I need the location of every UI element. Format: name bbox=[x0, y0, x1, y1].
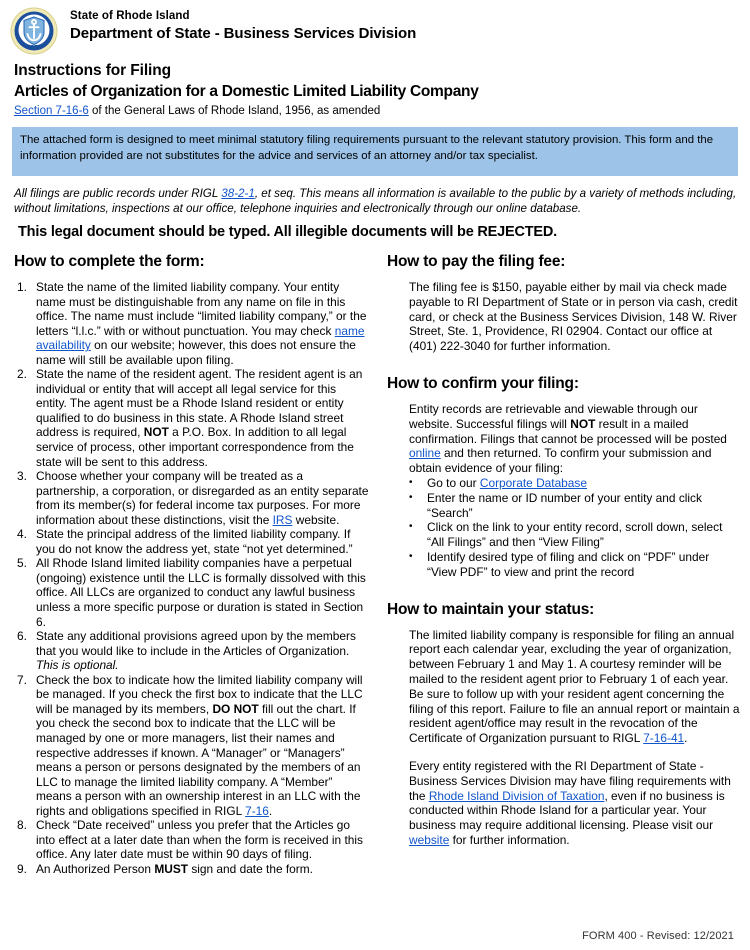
instruction-0-text-2: on our website; however, this does not ensure the name will still be available upon filing. bbox=[36, 338, 356, 367]
instruction-1-text-0: State the name of the resident agent. The resident agent is an individual or entity that will accept all legal service for this entity. The agent must be a Rhode Island resident or entity qualified to do business in this state. A Rhode Island street address is required, bbox=[36, 367, 363, 440]
confirm-link-3[interactable]: online bbox=[409, 446, 441, 461]
page-title: Instructions for Filing bbox=[14, 62, 171, 79]
instruction-number: 9. bbox=[17, 861, 27, 876]
header-text-block bbox=[70, 6, 416, 43]
confirm-step-2-text-0: Click on the link to your entity record, scroll down, select “All Filings” and then “View Filing” bbox=[427, 520, 723, 550]
instruction-number: 6. bbox=[17, 629, 27, 644]
instruction-body bbox=[36, 862, 369, 877]
public-records-disclaimer bbox=[14, 186, 738, 216]
instruction-body bbox=[36, 280, 369, 367]
instruction-3-text-0: State the principal address of the limited liability company. If you do not know the address yet, state “not yet determined.” bbox=[36, 527, 353, 556]
section-heading-pay-fee: How to pay the filing fee: bbox=[387, 253, 566, 270]
instruction-7-text-0: Check “Date received” unless you prefer that the Articles go into effect at a later date than when the form is received in this office. Any later date must be within 90 days of filing. bbox=[36, 818, 363, 862]
rigl-38-2-1-link[interactable]: 38-2-1 bbox=[221, 187, 255, 200]
department-name: Department of State - Business Services Division bbox=[70, 25, 417, 42]
public-records-part1: All filings are public records under RIGL bbox=[14, 187, 222, 200]
instruction-body bbox=[36, 469, 369, 527]
instruction-8-text-0: An Authorized Person bbox=[36, 861, 155, 876]
confirm-step-text bbox=[427, 520, 742, 550]
instruction-item-1 bbox=[14, 280, 369, 367]
maintain-status-taxation-text bbox=[409, 759, 742, 848]
instruction-body bbox=[36, 367, 369, 469]
public-records-part2: , et seq. This means all information is available to the public by a variety of methods including, without limitations, inspections at our office, telephone inquiries and electronically through our online database. bbox=[14, 187, 737, 215]
filing-fee-text: The filing fee is $150, payable either by mail via check made payable to RI Department of State or in person via cash, credit card, or check at the Business Services Division, 148 W. River Street, Ste. 1, Providence, RI 02904. Contact our office at (401) 222-3040 for further information. bbox=[409, 280, 738, 354]
section-heading-confirm-filing: How to confirm your filing: bbox=[387, 374, 579, 392]
instruction-item-7 bbox=[14, 673, 369, 818]
maintain-p2-text-2: , even if no business is conducted within Rhode Island for a particular year. Your business may require additional licensing. Please visit our bbox=[409, 788, 725, 833]
bullet-icon: • bbox=[409, 476, 413, 488]
confirm-step-item bbox=[409, 550, 742, 580]
bullet-icon: • bbox=[409, 491, 413, 503]
instruction-1-emphasis-1: NOT bbox=[143, 425, 169, 440]
instruction-number: 2. bbox=[17, 367, 27, 382]
ri-state-seal-icon bbox=[10, 7, 58, 55]
bullet-icon: • bbox=[409, 550, 413, 562]
instruction-number: 1. bbox=[17, 280, 27, 294]
disclaimer-notice-box bbox=[12, 127, 738, 176]
confirm-step-text bbox=[427, 476, 742, 491]
confirm-step-item bbox=[409, 520, 742, 550]
instruction-6-text-2: fill out the chart. If you check the second box to indicate that the LLC will be managed by one or more managers, list their names and respective addresses if known. A “Manager” or “Managers” means a person or persons designated by the members of an LLC to manage the limited liability company. A “Member” means a person with an ownership interest in an LLC with the rights and obligations specified in RIGL bbox=[36, 701, 361, 818]
instruction-0-text-0: State the name of the limited liability company. Your entity name must be distinguishable from any name on file in this office. The name must include “limited liability company,” or the letters “l.l.c.” with or without punctuation. You may check bbox=[36, 280, 367, 338]
instruction-item-6 bbox=[14, 629, 369, 673]
instruction-number: 7. bbox=[17, 672, 27, 687]
instruction-2-link-1[interactable]: IRS bbox=[272, 512, 293, 527]
instruction-number: 4. bbox=[17, 527, 27, 542]
maintain-p1-text-0: The limited liability company is responsible for filing an annual report each calendar year, excluding the year of organization, between February 1 and May 1. A courtesy reminder will be mailed to the resident agent prior to February 1 of each year. Be sure to follow up with your resident agent concerning the filing of this report. Failure to file an annual report or maintain a resident agent/office may result in the revocation of the Certificate of Organization pursuant to RIGL bbox=[409, 627, 740, 746]
maintain-status-annual-report-text bbox=[409, 628, 742, 746]
instruction-6-text-4: . bbox=[268, 803, 273, 818]
left-column bbox=[14, 252, 369, 876]
confirm-text-0: Entity records are retrievable and viewable through our website. Successful filings will bbox=[409, 401, 698, 431]
confirm-step-item bbox=[409, 491, 742, 521]
title-block bbox=[0, 55, 750, 119]
document-header bbox=[0, 0, 750, 55]
section-heading-maintain-status: How to maintain your status: bbox=[387, 600, 595, 618]
state-name: State of Rhode Island bbox=[70, 10, 190, 22]
confirm-text-4: and then returned. To confirm your submission and obtain evidence of your filing: bbox=[409, 446, 712, 476]
content-columns bbox=[0, 252, 750, 876]
instruction-0-link-1[interactable]: name availability bbox=[36, 323, 365, 353]
confirm-emphasis-1: NOT bbox=[570, 416, 596, 431]
instruction-8-emphasis-1: MUST bbox=[154, 861, 189, 876]
right-column bbox=[369, 252, 742, 876]
maintain-p2-text-0: Every entity registered with the RI Department of State - Business Services Division may have filing requirements with the bbox=[409, 758, 731, 803]
confirm-step-0-link-1[interactable]: Corporate Database bbox=[479, 475, 587, 490]
disclaimer-notice-text: The attached form is designed to meet minimal statutory filing requirements pursuant to the relevant statutory provision. This form and the information provided are not substitutes for the advice and services of an attorney and/or tax specialist. bbox=[20, 134, 714, 162]
instruction-body bbox=[36, 673, 369, 818]
maintain-p2-link-3[interactable]: website bbox=[409, 832, 450, 847]
instruction-6-text-0: Check the box to indicate how the limited liability company will be managed. If you check the first box to indicate that the LLC will be managed by its members, bbox=[36, 672, 363, 716]
instruction-body bbox=[36, 818, 369, 862]
instruction-number: 5. bbox=[17, 556, 27, 571]
maintain-p1-link-1[interactable]: 7-16-41 bbox=[643, 731, 685, 746]
instruction-item-5 bbox=[14, 556, 369, 629]
confirm-step-3-text-0: Identify desired type of filing and click on “PDF” under “View PDF” to view and print the record bbox=[427, 549, 710, 579]
instruction-body bbox=[36, 527, 369, 556]
maintain-p1-text-2: . bbox=[684, 731, 688, 746]
instruction-2-text-0: Choose whether your company will be treated as a partnership, a corporation, or disregarded as an entity separate from its member(s) for federal income tax purposes. For more information about these distinctions, visit the bbox=[36, 469, 369, 527]
confirm-filing-steps-list bbox=[409, 476, 742, 580]
section-heading-complete-form: How to complete the form: bbox=[14, 253, 205, 270]
confirm-step-item bbox=[409, 476, 742, 491]
instruction-6-emphasis-1: DO NOT bbox=[212, 701, 259, 716]
instruction-body bbox=[36, 629, 369, 673]
instruction-8-text-2: sign and date the form. bbox=[188, 861, 313, 876]
statute-reference-rest: of the General Laws of Rhode Island, 1956, as amended bbox=[88, 105, 381, 117]
instruction-5-text-0: State any additional provisions agreed upon by the members that you would like to include in the Articles of Organization. bbox=[36, 629, 356, 658]
confirm-step-1-text-0: Enter the name or ID number of your entity and click “Search” bbox=[427, 490, 702, 520]
instruction-item-8 bbox=[14, 818, 369, 862]
instruction-item-4 bbox=[14, 527, 369, 556]
bullet-icon: • bbox=[409, 521, 413, 533]
confirm-step-0-text-0: Go to our bbox=[427, 475, 480, 490]
statute-reference bbox=[14, 104, 750, 119]
form-footer: FORM 400 - Revised: 12/2021 bbox=[582, 930, 734, 942]
page-subtitle-title: Articles of Organization for a Domestic Limited Liability Company bbox=[14, 83, 479, 100]
confirm-text-2: result in a mailed confirmation. Filings that cannot be processed will be posted bbox=[409, 416, 727, 446]
instruction-item-9 bbox=[14, 862, 369, 877]
instruction-body bbox=[36, 556, 369, 629]
instruction-4-text-0: All Rhode Island limited liability companies have a perpetual (ongoing) existence until the LLC is formally dissolved with this office. All LLCs are organized to conduct any lawful business unless a more specific purpose or duration is stated in Section 6. bbox=[36, 556, 366, 629]
instruction-5-italic-1: This is optional. bbox=[36, 658, 119, 673]
instruction-item-3 bbox=[14, 469, 369, 527]
instruction-item-2 bbox=[14, 367, 369, 469]
confirm-step-text bbox=[427, 491, 742, 521]
maintain-p2-link-1[interactable]: Rhode Island Division of Taxation bbox=[428, 788, 605, 803]
seal-motto-text: HOPE bbox=[26, 45, 42, 52]
instruction-1-text-2: a P.O. Box. In addition to all legal service of process, other important correspondence from the state will be sent to this address. bbox=[36, 425, 354, 469]
instruction-6-link-3[interactable]: 7-16 bbox=[245, 803, 269, 818]
instruction-number: 3. bbox=[17, 469, 27, 484]
instruction-2-text-2: website. bbox=[292, 512, 340, 527]
confirm-filing-text bbox=[409, 402, 742, 476]
typed-document-warning: This legal document should be typed. All illegible documents will be REJECTED. bbox=[18, 224, 557, 240]
maintain-p2-text-4: for further information. bbox=[449, 832, 570, 847]
statute-link[interactable]: Section 7-16-6 bbox=[14, 105, 89, 117]
instructions-numbered-list bbox=[14, 280, 369, 876]
instruction-number: 8. bbox=[17, 818, 27, 833]
confirm-step-text bbox=[427, 550, 742, 580]
